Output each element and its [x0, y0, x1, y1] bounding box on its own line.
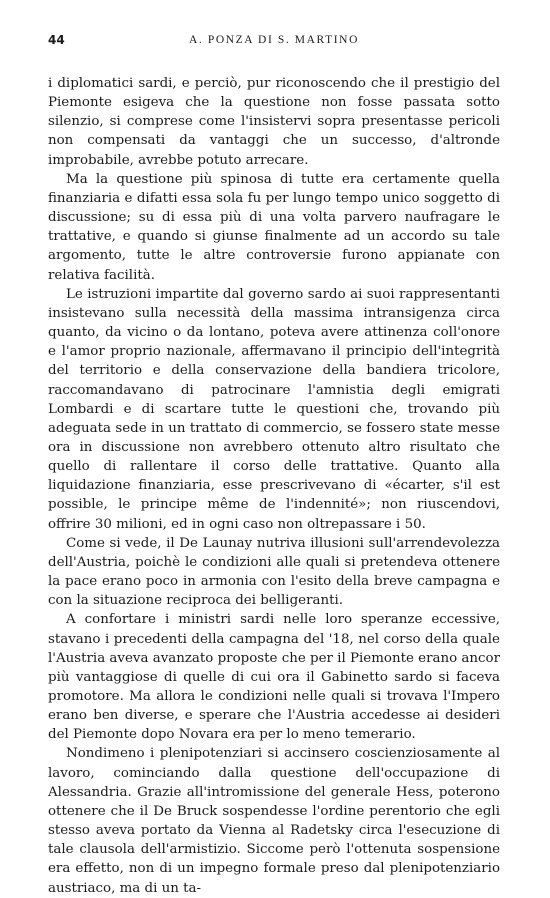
- paragraph: Le istruzioni impartite dal governo sardo ai suoi rappresentanti insistevano sulla necessità della massima intransigenza circa quanto, da vicino o da lontano, poteva avere attinenza coll'onore e l'amor proprio nazionale, affermavano il principio dell'integrità del territorio e della conservazione della bandiera tricolore, raccomandavano di patrocinare l'amnistia degli emigrati Lombardi e di scartare tutte le questioni che, trovando più adeguata sede in un trattato di commercio, se fossero state messe ora in discussione non avrebbero ottenuto altro risultato che quello di rallentare il corso delle trattative. Quanto alla liquidazione finanziaria, esse prescrivevano di «écarter, s'il est possible, le principe même de l'indennité»; non riuscendovi, offrire 30 milioni, ed in ogni caso non oltrepassare i 50.: [48, 286, 500, 532]
- paragraph: Nondimeno i plenipotenziari si accinsero coscienziosamente al lavoro, cominciando dalla questione dell'occupazione di Alessandria. Grazie all'intromissione del generale Hess, poterono ottenere che il De Bruck sospendesse l'ordine perentorio che egli stesso aveva portato da Vienna al Radetsky circa l'esecuzione di tale clausola dell'armistizio. Siccome però l'ottenuta sospensione era effetto, non di un impegno formale preso dal plenipotenziario austriaco, ma di un ta-: [48, 746, 500, 896]
- running-title: A. PONZA DI S. MARTINO: [189, 34, 359, 46]
- page-number: 44: [48, 33, 65, 47]
- paragraph: Come si vede, il De Launay nutriva illusioni sull'arrendevolezza dell'Austria, poichè le condizioni alle quali si pretendeva ottenere la pace erano poco in armonia con l'esito della breve campagna e con la situazione reciproca dei belligeranti.: [48, 535, 500, 609]
- page-header: [48, 33, 500, 49]
- body-text: [48, 74, 500, 898]
- paragraph: A confortare i ministri sardi nelle loro speranze eccessive, stavano i precedenti della campagna del '18, nel corso della quale l'Austria aveva avanzato proposte che per il Piemonte erano ancor più vantaggiose di quelle di cui ora il Gabinetto sardo si faceva promotore. Ma allora le condizioni nelle quali si trovava l'Impero erano ben diverse, e sperare che l'Austria accedesse ai desideri del Piemonte dopo Novara era per lo meno temerario.: [48, 612, 500, 743]
- paragraph: i diplomatici sardi, e perciò, pur riconoscendo che il prestigio del Piemonte esigeva che la questione non fosse passata sotto silenzio, si comprese come l'insistervi sopra presentasse pericoli non compensati da vantaggi che un successo, d'altronde improbabile, avrebbe potuto arrecare.: [48, 76, 500, 168]
- paragraph: Ma la questione più spinosa di tutte era certamente quella finanziaria e difatti essa sola fu per lungo tempo unico soggetto di discussione; su di essa più di una volta parvero naufragare le trattative, e quando si giunse finalmente ad un accordo su tale argomento, tutte le altre controversie furono appianate con relativa facilità.: [48, 171, 500, 283]
